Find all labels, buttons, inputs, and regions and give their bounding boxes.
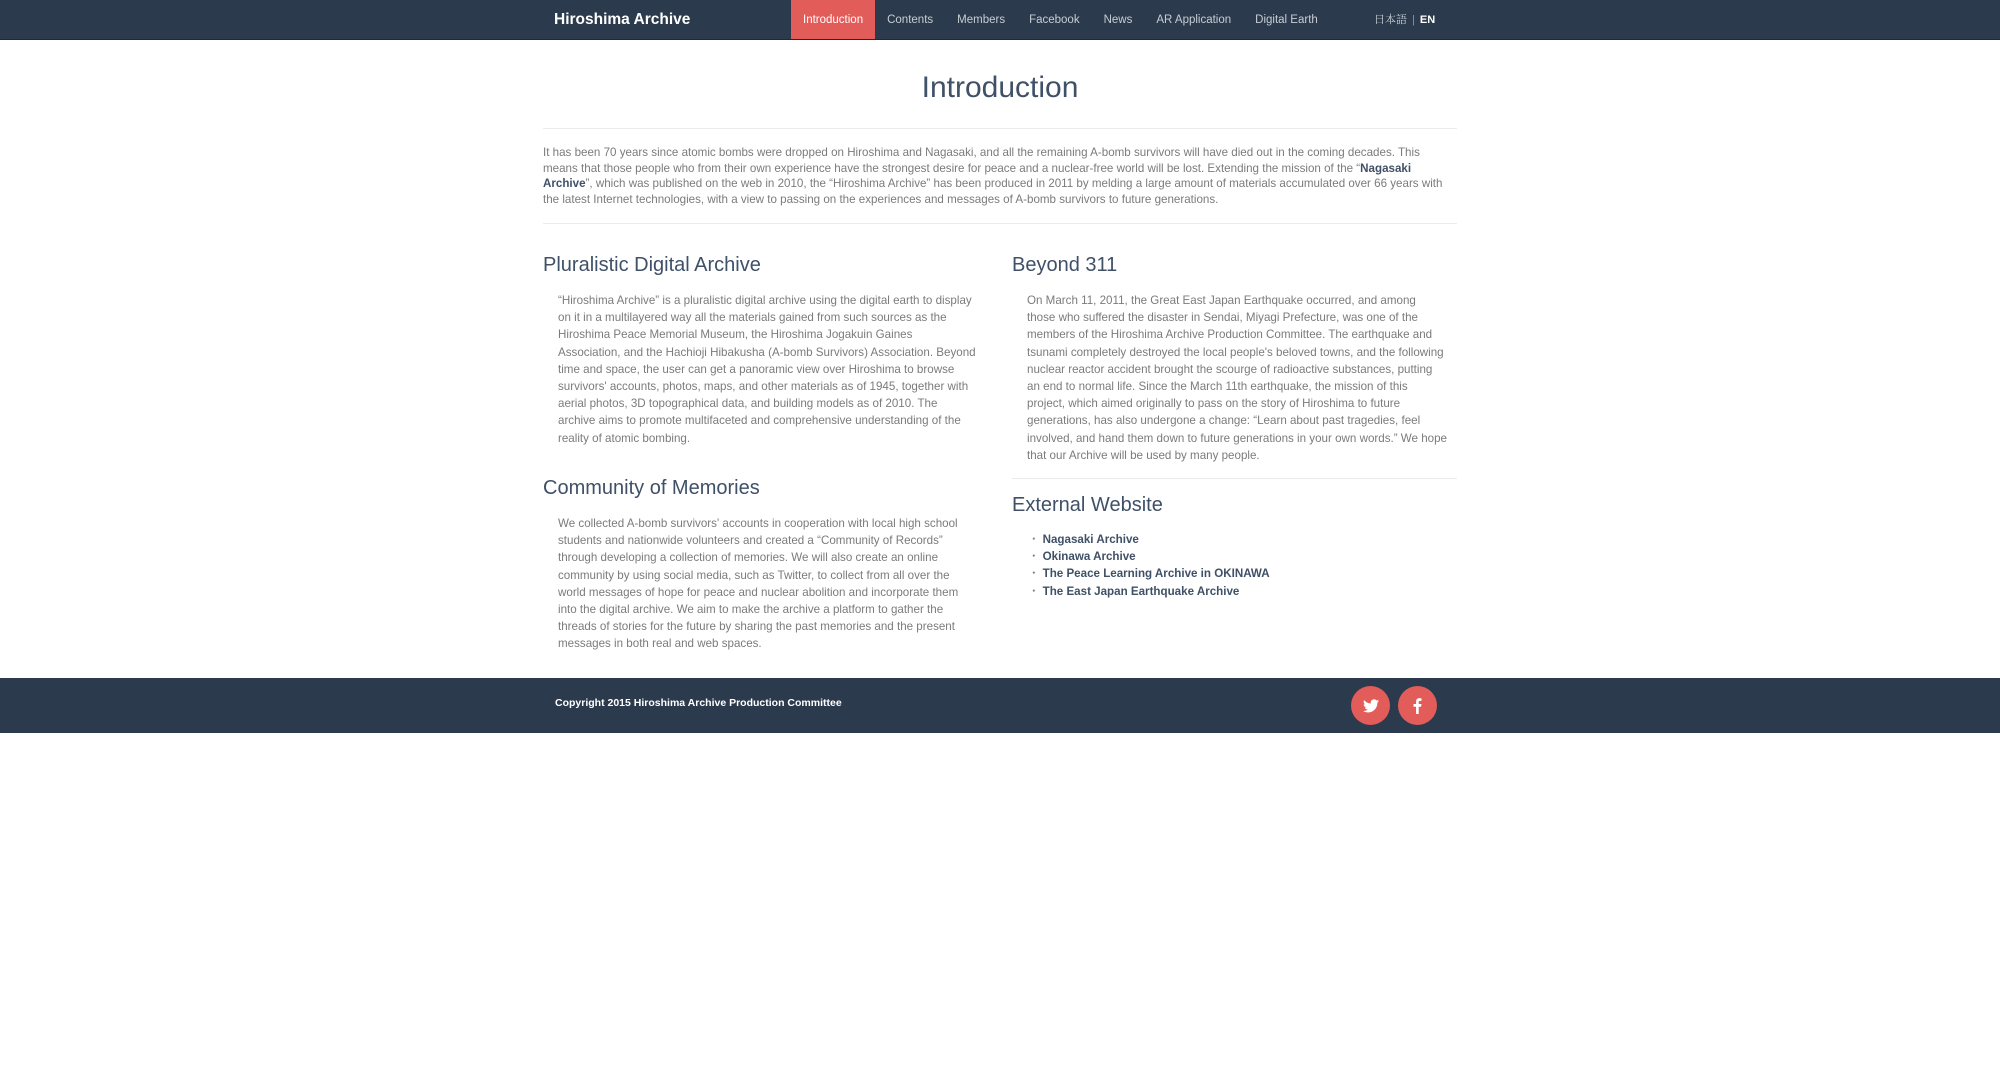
top-navbar <box>0 0 2000 40</box>
twitter-button[interactable] <box>1351 686 1390 725</box>
community-body: We collected A-bomb survivors' accounts in cooperation with local high school students and nationwide volunteers and created a “Community of Records” through developing a collection of memories. We will also create an online community by using social media, such as Twitter, to collect from all over the world messages of hope for peace and nuclear abolition and incorporate them into the digital archive. We aim to make the archive a platform to gather the threads of stories for the future by sharing the past memories and the present messages in both real and web spaces. <box>558 517 959 651</box>
divider-top <box>543 128 1457 129</box>
pluralistic-body: “Hiroshima Archive” is a pluralistic digital archive using the digital earth to display on it in a multilayered way all the materials gained from such sources as the Hiroshima Peace Memorial Museum, the Hiroshima Jogakuin Gaines Association, and the Hachioji Hibakusha (A-bomb Survivors) Association. Beyond time and space, the user can get a panoramic view over Hiroshima to browse survivors' accounts, photos, maps, and other materials as of 1945, together with aerial photos, 3D topographical data, and building models as of 2010. The archive aims to promote multifaceted and comprehensive understanding of the reality of atomic bombing. <box>558 294 976 445</box>
nav-ar-application[interactable]: AR Application <box>1156 14 1232 26</box>
list-item <box>1028 565 1270 582</box>
bullet: ・ <box>1028 533 1040 546</box>
twitter-icon <box>1363 699 1379 713</box>
intro-text-after: ”, which was published on the web in 2010, the “Hiroshima Archive” has been produced in 2011 by melding a large amount of materials accumulated over 66 years with the latest Internet technologies, with a view to passing on the experiences and messages of A-bomb survivors to future generations. <box>543 177 1443 206</box>
beyond-311-body: On March 11, 2011, the Great East Japan Earthquake occurred, and among those who suffered the disaster in Sendai, Miyagi Prefecture, was one of the members of the Hiroshima Archive Production Committee. The earthquake and tsunami completely destroyed the local people's beloved towns, and the following nuclear reactor accident brought the scourge of radioactive substances, putting an end to normal life. Since the March 11th earthquake, the mission of this project, which aimed originally to pass on the story of Hiroshima to future generations, has also undergone a change: “Learn about past tragedies, feel involved, and hand them down to future generations in your own words.” We hope that our Archive will be used by many people. <box>1027 294 1447 462</box>
page-title: Introduction <box>921 71 1079 104</box>
nav-news[interactable]: News <box>1103 14 1133 26</box>
nav-digital-earth[interactable]: Digital Earth <box>1255 14 1318 26</box>
footer <box>0 678 2000 733</box>
pluralistic-heading: Pluralistic Digital Archive <box>543 254 761 276</box>
bullet: ・ <box>1028 584 1040 598</box>
link-nagasaki-archive[interactable]: Nagasaki Archive <box>1042 533 1139 546</box>
intro-nagasaki-link[interactable]: Nagasaki Archive <box>543 161 1412 190</box>
community-heading: Community of Memories <box>543 477 760 499</box>
facebook-icon <box>1413 698 1422 714</box>
nav-facebook[interactable]: Facebook <box>1029 14 1080 26</box>
intro-paragraph <box>543 145 1457 207</box>
nav-contents[interactable]: Contents <box>887 14 934 26</box>
main-nav <box>791 0 1330 39</box>
list-item <box>1028 531 1270 548</box>
list-item <box>1028 548 1270 565</box>
brand-logo[interactable]: Hiroshima Archive <box>554 11 691 28</box>
external-links-list <box>1028 531 1270 600</box>
nav-introduction[interactable]: Introduction <box>791 0 875 39</box>
link-east-japan-earthquake-archive[interactable]: The East Japan Earthquake Archive <box>1042 584 1240 598</box>
intro-text-before: It has been 70 years since atomic bombs were dropped on Hiroshima and Nagasaki, and all the remaining A-bomb survivors will have died out in the coming decades. This means that those people who from their own experience have the strongest desire for peace and a nuclear-free world will be lost. Extending the mission of the “ <box>543 146 1420 175</box>
beyond-311-heading: Beyond 311 <box>1012 254 1118 276</box>
divider-intro <box>543 223 1457 224</box>
lang-english[interactable]: EN <box>1419 14 1436 26</box>
link-peace-learning-archive[interactable]: The Peace Learning Archive in OKINAWA <box>1042 567 1270 581</box>
lang-separator: | <box>1412 14 1415 26</box>
link-okinawa-archive[interactable]: Okinawa Archive <box>1042 550 1136 564</box>
language-switcher <box>1374 0 1435 39</box>
lang-japanese[interactable]: 日本語 <box>1374 14 1407 26</box>
list-item <box>1028 583 1270 600</box>
copyright-text: Copyright 2015 Hiroshima Archive Production Committee <box>555 697 842 709</box>
bullet: ・ <box>1028 550 1040 564</box>
bullet: ・ <box>1028 567 1040 581</box>
divider-right <box>1012 478 1457 479</box>
external-website-heading: External Website <box>1012 494 1163 516</box>
nav-members[interactable]: Members <box>957 14 1006 26</box>
facebook-button[interactable] <box>1398 686 1437 725</box>
